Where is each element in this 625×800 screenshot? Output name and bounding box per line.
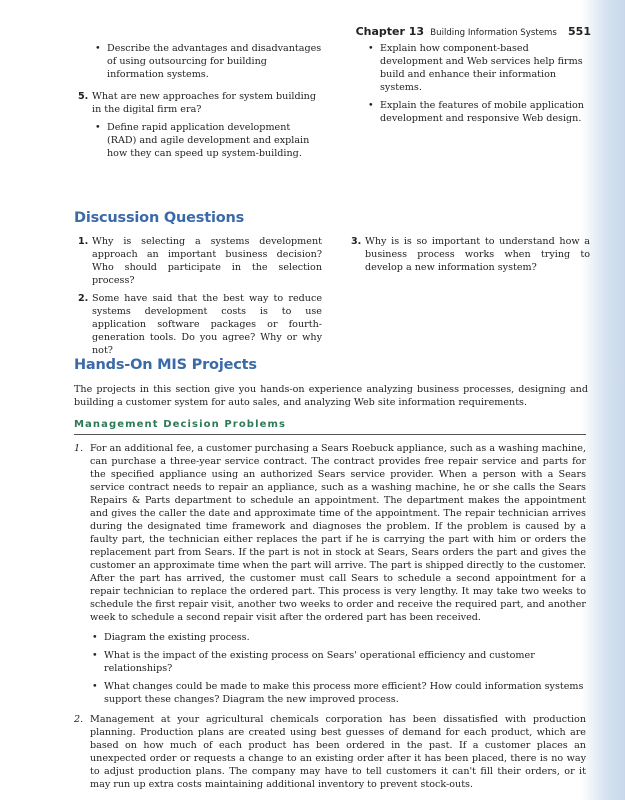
list-item: • Diagram the existing process. [89, 631, 586, 644]
review-question-5 [78, 90, 322, 116]
problem-number: 1. [74, 443, 84, 454]
chapter-label: Chapter 13 [355, 25, 425, 38]
question-text: Why is selecting a systems development approach an important business decision? Who should participate in the selection process? [92, 236, 322, 286]
page-number: 551 [568, 25, 591, 38]
handson-intro: The projects in this section give you hands-on experience analyzing business processes, designing and building a customer system for auto sales, and analyzing Web site information requirements. [74, 384, 588, 408]
section-rule [74, 434, 586, 435]
question-number: 3. [351, 236, 362, 247]
question-number: 5. [78, 91, 89, 102]
discussion-question-3 [351, 235, 590, 274]
chapter-title: Building Information Systems [430, 28, 557, 38]
list-item: • What changes could be made to make this process more efficient? How could information systems support these changes? Diagram the new improved process. [89, 680, 586, 706]
mdp-heading: Management Decision Problems [74, 419, 287, 430]
list-item: • Define rapid application development (RAD) and agile development and explain how they can speed up system-building. [92, 121, 322, 160]
question-text: What are new approaches for system building in the digital firm era? [92, 91, 316, 115]
list-item: • Explain the features of mobile application development and responsive Web design. [365, 99, 590, 125]
review-col-left [78, 42, 322, 165]
problem-text: For an additional fee, a customer purchasing a Sears Roebuck appliance, such as a washing machine, can purchase a three-year service contract. The contract provides free repair service and parts for the specified appliance using an authorized Sears service provider. When a person with a Sears service contract needs to repair an appliance, such as a washing machine, he or she calls the Sears Repairs & Parts department to schedule an appointment. The department makes the appointment and gives the caller the date and approximate time of the appointment. The repair technician arrives during the designated time framework and diagnoses the problem. If the problem is caused by a faulty part, the technician either replaces the part if he is carrying the part with him or orders the replacement part from Sears. If the part is not in stock at Sears, Sears orders the part and gives the customer an approximate time when the part will arrive. The part is shipped directly to the customer. After the part has arrived, the customer must call Sears to schedule a second appointment for a repair technician to replace the ordered part. This process is very lengthy. It may take two weeks to schedule the first repair visit, another two weeks to order and receive the required part, and another week to schedule a second repair visit after the ordered part has been received. [90, 443, 586, 623]
discussion-col-left [78, 235, 322, 362]
question-text: Some have said that the best way to reduce systems development costs is to use application software packages or fourth-generation tools. Do you agree? Why or why not? [92, 293, 322, 356]
problem-2 [74, 713, 586, 791]
discussion-question-2 [78, 292, 322, 357]
list-item: • Explain how component-based development and Web services help firms build and enhance their information systems. [365, 42, 590, 94]
question-text: Why is is so important to understand how a business process works when trying to develop a new information system? [365, 236, 590, 273]
list-item: • What is the impact of the existing process on Sears' operational efficiency and customer relationships? [89, 649, 586, 675]
handson-heading: Hands-On MIS Projects [74, 357, 257, 373]
question-number: 2. [78, 293, 89, 304]
running-header [356, 25, 591, 38]
review-col-right [365, 42, 590, 130]
discussion-heading: Discussion Questions [74, 210, 245, 226]
problem-number: 2. [74, 714, 84, 725]
discussion-col-right [351, 235, 590, 279]
problem-1 [74, 442, 586, 624]
management-decision-problems [74, 442, 586, 791]
question-number: 1. [78, 236, 89, 247]
list-item: • Describe the advantages and disadvantages of using outsourcing for building information systems. [92, 42, 322, 81]
discussion-question-1 [78, 235, 322, 287]
problem-1-tasks [74, 631, 586, 706]
problem-text: Management at your agricultural chemicals corporation has been dissatisfied with production planning. Production plans are created using best guesses of demand for each product, which are based on how much of each product has been ordered in the past. If a customer places an unexpected order or requests a change to an existing order after it has been placed, there is no way to adjust production plans. The company may have to tell customers it can't fill their orders, or it may run up extra costs maintaining additional inventory to prevent stock-outs. [90, 714, 586, 790]
